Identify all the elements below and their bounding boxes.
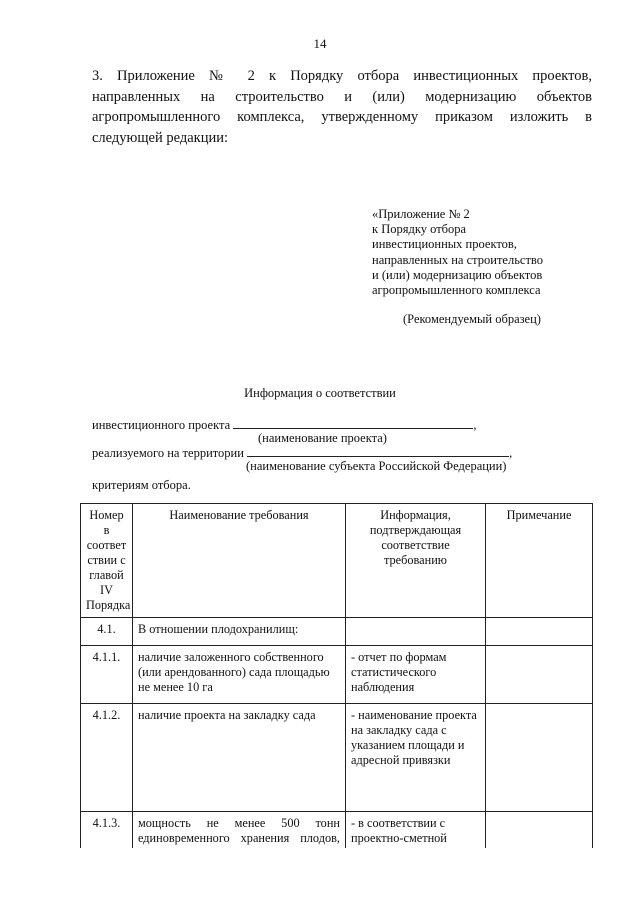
project-blank-line (233, 427, 473, 429)
header-number: Номер в соответ ствии с главой IV Порядка (81, 504, 133, 618)
header-note: Примечание (486, 504, 593, 618)
intro-line: следующей редакции: (92, 129, 229, 146)
project-comma: , (473, 418, 477, 432)
project-label: инвестиционного проекта (92, 418, 231, 432)
row-note (486, 704, 593, 812)
appendix-header-block (372, 207, 572, 298)
territory-blank-line (247, 455, 509, 457)
row-requirement: наличие проекта на закладку сада (133, 704, 346, 812)
row-information: - наименование проекта на закладку сада с указанием площади и адресной привязки (346, 704, 486, 812)
intro-line: агропромышленного комплекса, утвержденному приказом изложить в (92, 109, 592, 125)
territory-label: реализуемого на территории (92, 446, 244, 460)
intro-paragraph (92, 66, 592, 148)
page-bottom-margin (0, 848, 640, 905)
row-number: 4.1. (81, 618, 133, 646)
appendix-line: и (или) модернизацию объектов (372, 267, 543, 282)
info-title: Информация о соответствии (244, 386, 396, 400)
appendix-line: к Порядку отбора (372, 222, 467, 237)
appendix-line: инвестиционных проектов, (372, 237, 517, 252)
page-number: 14 (313, 36, 327, 51)
intro-line: направленных на строительство и (или) модернизацию объектов (92, 88, 592, 105)
row-number: 4.1.3. (81, 812, 133, 872)
criteria-line: критериям отбора. (92, 478, 191, 492)
table-row (81, 646, 593, 704)
header-information: Информация, подтверждающая соответствие требованию (346, 504, 486, 618)
row-requirement: В отношении плодохранилищ: (133, 618, 346, 646)
row-requirement: мощность не менее 500 тонн единовременного хранения плодов, (133, 812, 346, 872)
sample-note: (Рекомендуемый образец) (403, 312, 541, 326)
row-note (486, 618, 593, 646)
row-requirement: наличие заложенного собственного (или арендованного) сада площадью не менее 10 га (133, 646, 346, 704)
row-note (486, 646, 593, 704)
appendix-line: агропромышленного комплекса (372, 283, 541, 298)
table-row (81, 618, 593, 646)
intro-line: 3. Приложение № 2 к Порядку отбора инвестиционных проектов, (92, 68, 592, 84)
table-row (81, 704, 593, 812)
appendix-line: направленных на строительство (372, 252, 543, 267)
criteria-table (80, 503, 593, 872)
row-information: - в соответствии с проектно-сметной (346, 812, 486, 872)
header-requirement: Наименование требования (133, 504, 346, 618)
territory-comma: , (509, 446, 513, 460)
row-number: 4.1.2. (81, 704, 133, 812)
territory-caption: (наименование субъекта Российской Федерации) (246, 459, 507, 473)
project-caption: (наименование проекта) (258, 431, 387, 445)
table-header-row (81, 504, 593, 618)
row-information: - отчет по формам статистического наблюдения (346, 646, 486, 704)
row-information (346, 618, 486, 646)
row-number: 4.1.1. (81, 646, 133, 704)
appendix-line: «Приложение № 2 (372, 207, 470, 221)
